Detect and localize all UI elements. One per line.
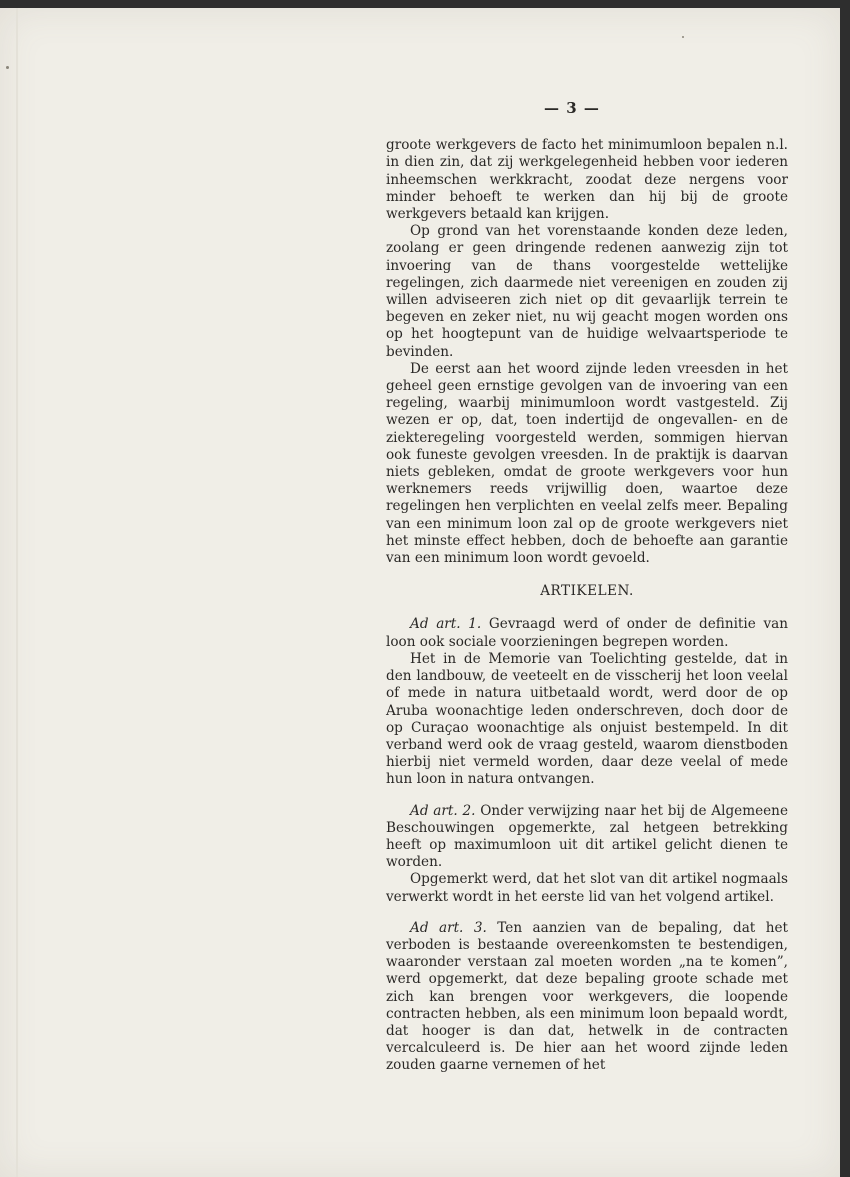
page-number: — 3 — [544,99,600,117]
document-page [0,8,840,1177]
section-heading: ARTIKELEN. [540,583,634,600]
article-1-paragraph-2: Het in de Memorie van Toelichting gestelde, dat in den landbouw, de veeteelt en de visscherij het loon veelal of mede in natura uitbetaald wordt, werd door de op Aruba woonachtige leden onderschreven, doch door de op Curaçao woonachtige als onjuist bestempeld. In dit verband werd ook de vraag gesteld, waarom dienstboden hierbij niet vermeld worden, daar deze veelal of mede hun loon in natura ontvangen. [386,650,788,788]
article-1-label: Ad art. 1. [410,616,482,633]
article-1-text: Gevraagd werd of onder de definitie van loon ook sociale voorzieningen begrepen worden. [386,616,788,650]
paragraph-intro-3: De eerst aan het woord zijnde leden vreesden in het geheel geen ernstige gevolgen van de invoering van een regeling, waarbij minimumloon wordt vastgesteld. Zij wezen er op, dat, toen indertijd de ongevallen- en de ziekteregeling voorgesteld werden, sommigen hiervan ook funeste gevolgen vreesden. In de praktijk is daarvan niets gebleken, omdat de groote werkgevers voor hun werknemers reeds vrijwillig doen, waartoe deze regelingen hen verplichten en veelal zelfs meer. Bepaling van een minimum loon zal op de groote werkgevers niet het minste effect hebben, doch de behoefte aan garantie van een minimum loon wordt gevoeld. [386,360,788,567]
spacer [386,789,788,803]
article-3-paragraph [386,920,788,1075]
paragraph-intro-2: Op grond van het vorenstaande konden deze leden, zoolang er geen dringende redenen aanwezig zijn tot invoering van de thans voorgestelde wettelijke regelingen, zich daarmede niet vereenigen en zouden zij willen adviseeren zich niet op dit gevaarlijk terrein te begeven en zeker niet, nu wij geacht mogen worden ons op het hoogtepunt van de huidige welvaartsperiode te bevinden. [386,223,788,360]
article-3-text: Ten aanzien van de bepaling, dat het verboden is bestaande overeenkomsten te bestendigen, waaronder verstaan zal moeten worden „na te komen”, werd opgemerkt, dat deze bepaling groote schade met zich kan brengen voor werkgevers, die loopende contracten hebben, als een minimum loon bepaald wordt, dat hooger is dan dat, hetwelk in de contracten vercalculeerd is. De hier aan het woord zijnde leden zouden gaarne vernemen of het [386,919,788,1074]
article-1-paragraph [386,616,788,650]
paragraph-intro-1: groote werkgevers de facto het minimumloon bepalen n.l. in dien zin, dat zij werkgelegenheid hebben voor iederen inheemschen werkkracht, zoodat deze nergens voor minder behoeft te werken dan hij bij de groote werkgevers betaald kan krijgen. [386,137,788,223]
article-3-label: Ad art. 3. [410,919,487,936]
article-2-label: Ad art. 2. [410,802,476,819]
article-2-paragraph-2: Opgemerkt werd, dat het slot van dit artikel nogmaals verwerkt wordt in het eerste lid van het volgend artikel. [386,871,788,905]
spacer [386,906,788,920]
article-2-paragraph [386,803,788,872]
text-column [386,100,788,1075]
dust-speck [6,66,9,69]
article-2-text: Onder verwijzing naar het bij de Algemeene Beschouwingen opgemerkte, zal hetgeen betrekking heeft op maximumloon uit dit artikel gelicht dienen te worden. [386,802,788,871]
page-fold [16,8,18,1177]
dust-speck [682,36,684,38]
